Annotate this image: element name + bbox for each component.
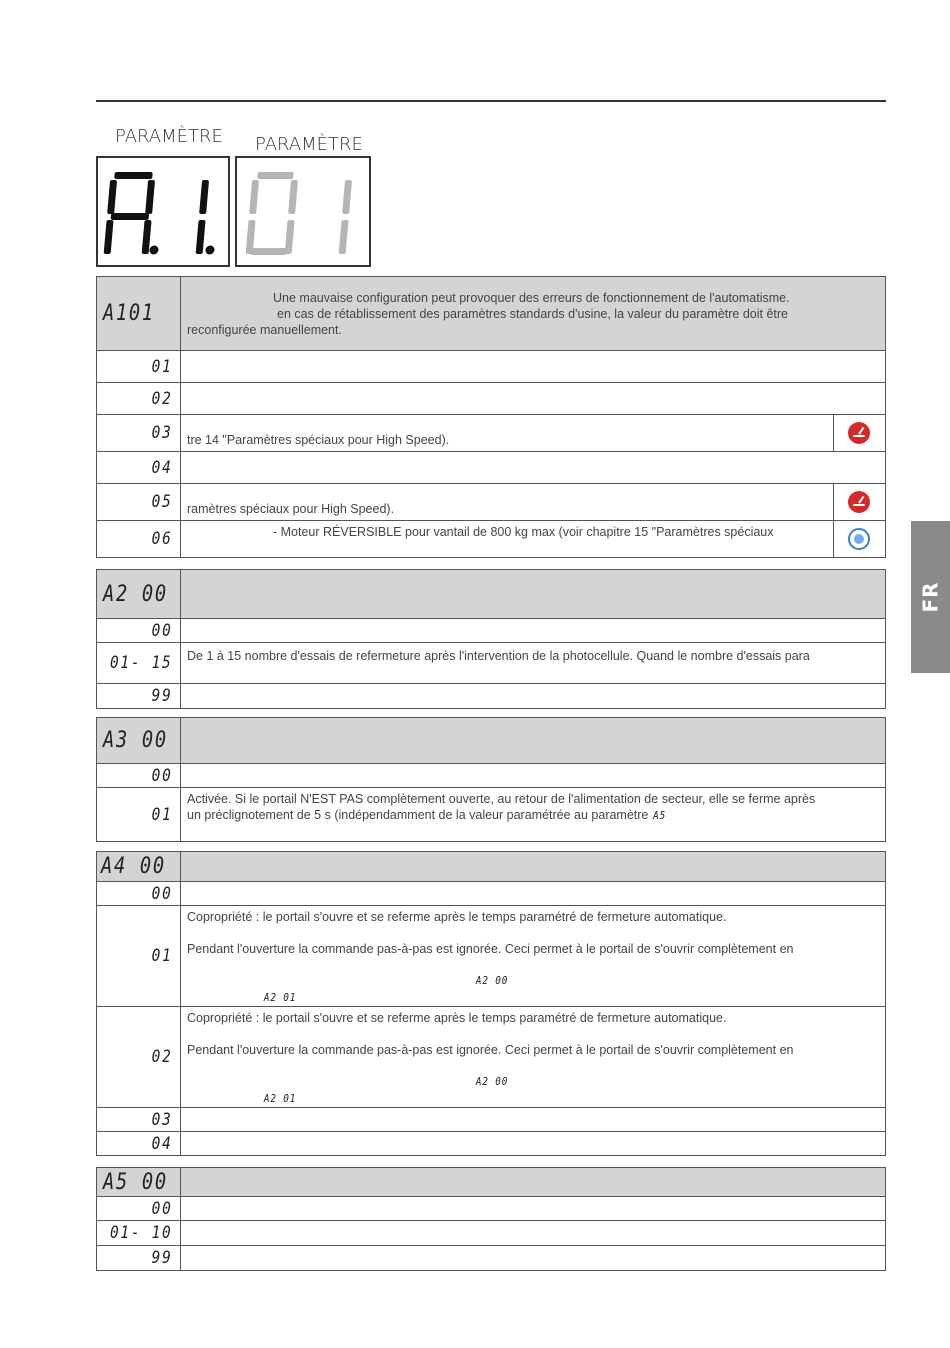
segment-display-01	[237, 158, 369, 265]
table-header-row	[97, 277, 886, 351]
table-row: 01- 10	[97, 1221, 886, 1246]
param-table-a2	[96, 569, 886, 709]
table-row: 01- 15 De 1 à 15 nombre d'essais de refermeture après l'intervention de la photocellule. Quand le nombre d'essais para	[97, 643, 886, 684]
table-row: 03 tre 14 "Paramètres spéciaux pour High Speed).	[97, 415, 886, 452]
param-description: Une mauvaise configuration peut provoquer des erreurs de fonctionnement de l'automatisme. en cas de rétablissement des paramètres standards d'usine, la valeur du paramètre doit être reconfigurée manuellement.	[181, 277, 886, 351]
segment-display-a1	[98, 158, 228, 265]
table-row: 04	[97, 1132, 886, 1156]
table-header-row	[97, 1168, 886, 1197]
param-code: A4 00	[101, 854, 166, 879]
table-row: 02	[97, 383, 886, 415]
table-row: 00	[97, 882, 886, 906]
high-speed-icon	[848, 491, 870, 513]
param-code: A5 00	[103, 1169, 168, 1195]
language-tab[interactable]: FR	[911, 521, 950, 673]
table-row: 05 ramètres spéciaux pour High Speed).	[97, 484, 886, 521]
table-row: 00	[97, 619, 886, 643]
parameter-value-label: PARAMÈTRE	[255, 134, 363, 155]
table-row: 01	[97, 351, 886, 383]
param-table-a4	[96, 851, 886, 1156]
table-header-row	[97, 570, 886, 619]
table-row: 99	[97, 684, 886, 709]
table-row: 01 Copropriété : le portail s'ouvre et se referme après le temps paramétré de fermeture automatique. Pendant l'ouverture la commande pas-à-pas est ignorée. Ceci permet à le portail de s'ouvrir complètement en A2 00 A2 01	[97, 906, 886, 1007]
param-table-a1	[96, 276, 886, 558]
param-code: A2 00	[103, 581, 168, 607]
table-header-row	[97, 718, 886, 764]
table-row: 99	[97, 1246, 886, 1271]
table-row: 00	[97, 764, 886, 788]
parameter-label: PARAMÈTRE	[115, 126, 223, 147]
reversible-icon	[848, 528, 870, 550]
high-speed-icon	[848, 422, 870, 444]
table-row: 01 Activée. Si le portail N'EST PAS complètement ouverte, au retour de l'alimentation de secteur, elle se ferme après un préclignotement de 5 s (indépendamment de la valeur paramétrée au paramètre A5	[97, 788, 886, 842]
param-table-a5	[96, 1167, 886, 1271]
top-rule	[96, 100, 886, 102]
table-row: 04	[97, 452, 886, 484]
table-header-row	[97, 852, 886, 882]
param-code: A3 00	[103, 728, 168, 753]
table-row: 02 Copropriété : le portail s'ouvre et se referme après le temps paramétré de fermeture automatique. Pendant l'ouverture la commande pas-à-pas est ignorée. Ceci permet à le portail de s'ouvrir complètement en A2 00 A2 01	[97, 1007, 886, 1108]
param-code: A101	[103, 301, 155, 326]
value-display	[235, 156, 371, 267]
param-table-a3	[96, 717, 886, 842]
table-row: 06 - Moteur RÉVERSIBLE pour vantail de 800 kg max (voir chapitre 15 "Paramètres spéciaux	[97, 521, 886, 558]
table-row: 03	[97, 1108, 886, 1132]
parameter-display	[96, 156, 230, 267]
table-row: 00	[97, 1197, 886, 1221]
